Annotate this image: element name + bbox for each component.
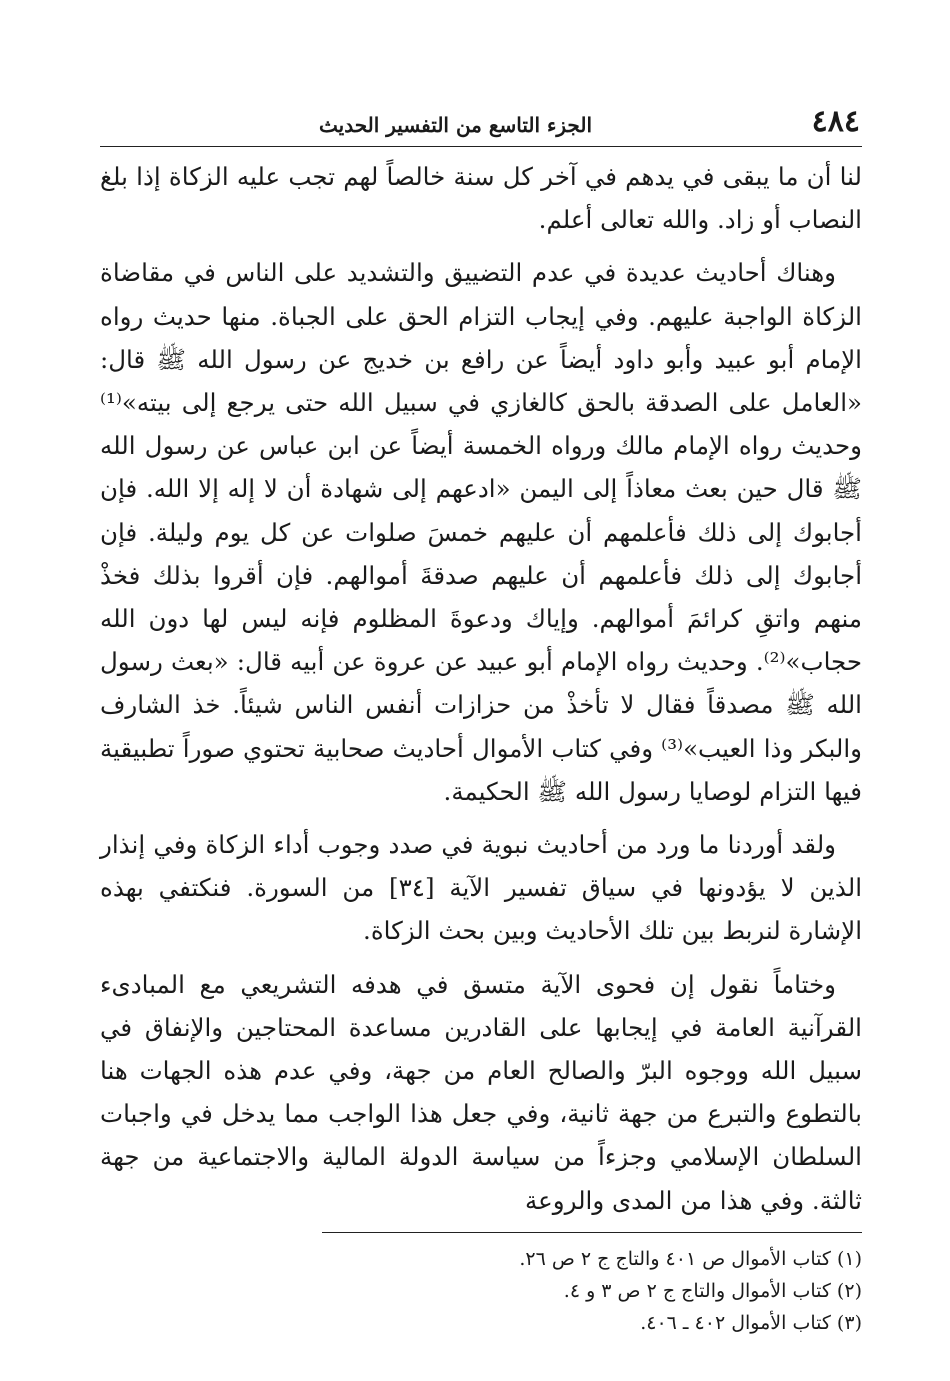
- footnote: (١) كتاب الأموال ص ٤٠١ والتاج ج ٢ ص ٢٦.: [519, 1247, 862, 1270]
- paragraph: ولقد أوردنا ما ورد من أحاديث نبوية في صدد وجوب أداء الزكاة وفي إنذار الذين لا يؤدونها في سياق تفسير الآية [٣٤] من السورة. فنكتفي بهذه الإشارة لنربط بين تلك الأحاديث وبين بحث الزكاة.: [100, 830, 863, 946]
- paragraph: وهناك أحاديث عديدة في عدم التضييق والتشديد على الناس في مقاضاة الزكاة الواجبة عليهم. وفي إيجاب التزام الحق على الجباة. منها حديث رواه الإمام أبو عبيد وأبو داود أيضاً عن رافع بن خديج عن رسول الله ﷺ قال: «العامل على الصدقة بالحق كالغازي في سبيل الله حتى يرجع إلى بيته»⁽¹⁾ وحديث رواه الإمام مالك ورواه الخمسة أيضاً عن ابن عباس عن رسول الله ﷺ قال حين بعث معاذاً إلى اليمن «ادعهم إلى شهادة أن لا إله إلا الله. فإن أجابوك إلى ذلك فأعلمهم أن عليهم خمسَ صلوات عن كل يوم وليلة. فإن أجابوك إلى ذلك فأعلمهم أن عليهم صدقةَ أموالهم. فإن أقروا بذلك فخذْ منهم واتقِ كرائمَ أموالهم. وإياك ودعوةَ المظلوم فإنه ليس لها دون الله حجاب»⁽²⁾. وحديث رواه الإمام أبو عبيد عن عروة عن أبيه قال: «بعث رسول الله ﷺ مصدقاً فقال لا تأخذْ من حزازات أنفس الناس شيئاً. خذ الشارف والبكر وذا العيب»⁽³⁾ وفي كتاب الأموال أحاديث صحابية تحتوي صوراً تطبيقية فيها التزام لوصايا رسول الله ﷺ الحكيمة.: [100, 258, 863, 806]
- paragraph: لنا أن ما يبقى في يدهم في آخر كل سنة خالصاً لهم تجب عليه الزكاة إذا بلغ النصاب أو زاد. والله تعالى أعلم.: [100, 162, 862, 235]
- body-text: [100, 155, 862, 1222]
- page-header: [100, 100, 862, 147]
- paragraph: وختاماً نقول إن فحوى الآية متسق في هدفه التشريعي مع المبادىء القرآنية العامة في إيجابها على القادرين مساعدة المحتاجين والإنفاق في سبيل الله ووجوه البرّ والصالح العام من جهة، وفي عدم هذه الجهات هنا بالتطوع والتبرع من جهة ثانية، وفي جعل هذا الواجب مما يدخل في واجبات السلطان الإسلامي وجزءاً من سياسة الدولة المالية والاجتماعية من جهة ثالثة. وفي هذا من المدى والروعة: [100, 969, 862, 1215]
- footnotes: [100, 1243, 862, 1339]
- footnote: (٣) كتاب الأموال ٤٠٢ ـ ٤٠٦.: [640, 1311, 862, 1334]
- running-title: الجزء التاسع من التفسير الحديث: [319, 113, 592, 137]
- document-page: [100, 100, 862, 1339]
- footnote-divider: [322, 1232, 862, 1233]
- page-number: ٤٨٤: [811, 104, 860, 139]
- footnote: (٢) كتاب الأموال والتاج ج ٢ ص ٣ و ٤.: [563, 1279, 862, 1302]
